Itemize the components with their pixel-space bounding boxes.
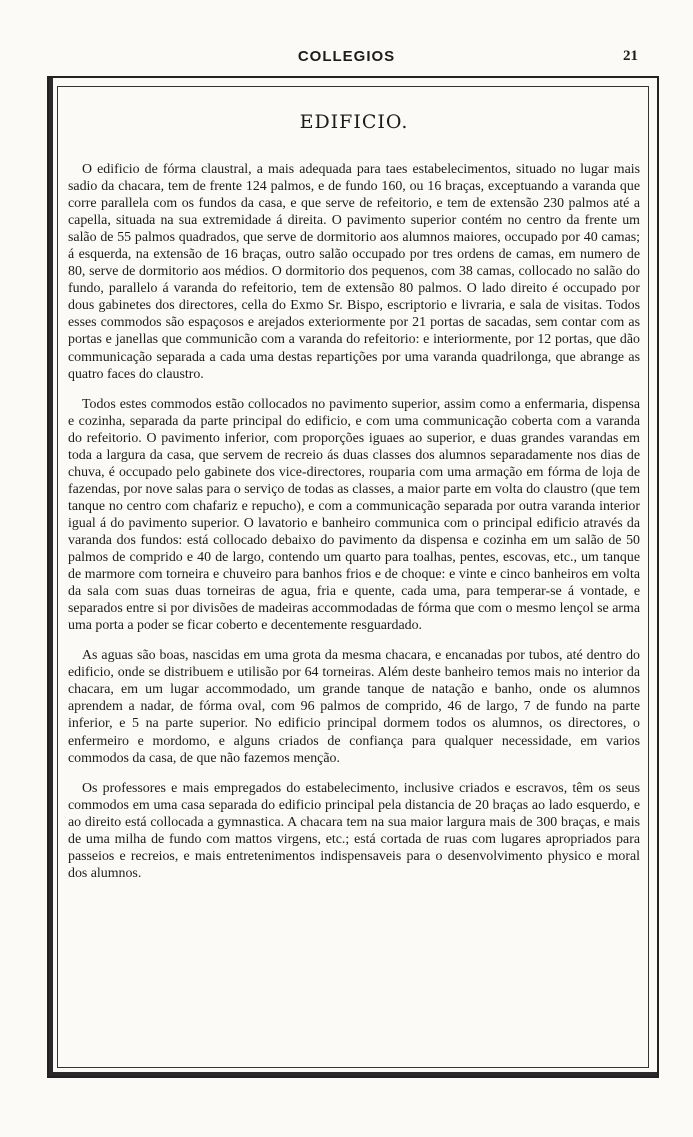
page-border-shadow-left: [49, 78, 53, 1076]
section-heading: EDIFICIO.: [299, 111, 409, 133]
page-border-shadow-bottom: [49, 1072, 657, 1076]
paragraph-staff: Os professores e mais empregados do estabelecimento, inclusive criados e escravos, têm os seus commodos em uma casa separada do edificio principal pela distancia de 20 braças ao lado esquerdo, e ao direito está collocada a gymnastica. A chacara tem na sua maior largura mais de 300 braças, e mais de uma milha de fundo com mattos virgens, etc.; está cortada de ruas com lugares apropriados para passeios e recreios, e mais entretenimentos indispensaveis para o desenvolvimento physico e moral dos alumnos.: [68, 780, 640, 881]
running-title: COLLEGIOS: [297, 48, 396, 65]
paragraph-waters: As aguas são boas, nascidas em uma grota da mesma chacara, e encanadas por tubos, até dentro do edificio, onde se distribuem e utilisão por 64 torneiras. Além deste banheiro temos mais no interior da chacara, em um lugar accommodado, um grande tanque de natação e banho, onde os alumnos aprendem a nadar, de fórma oval, com 96 palmos de comprido, 46 de largo, 7 de fundo na parte inferior, e 5 na parte superior. No edificio principal dormem todos os alumnos, os directores, o enfermeiro e mordomo, e alguns criados de confiança para qualquer necessidade, em varios commodos da casa, de que não fazemos menção.: [68, 648, 640, 766]
text-frame: [57, 86, 649, 1068]
page-number: 21: [623, 48, 638, 64]
paragraph-rooms: Todos estes commodos estão collocados no pavimento superior, assim como a enfermaria, dispensa e cozinha, separada da parte principal do edificio, e com uma communicação coberta com a varanda do refeitorio. O pavimento inferior, com proporções iguaes ao superior, e duas grandes varandas em toda a largura da casa, que servem de recreio ás duas classes dos alumnos separadamente nos dias de chuva, é occupado pelo gabinete dos vice-directores, rouparia com uma armação em fórma de loja de fazendas, por nove salas para o serviço de todas as classes, a maior parte em volta do claustro (que tem tanque no centro com chafariz e repucho), e com a communicação separada por outra varanda interior igual á do pavimento superior. O lavatorio e banheiro communica com o principal edificio através da varanda dos fundos: está collocado debaixo do pavimento da dispensa e cozinha em um salão de 50 palmos de comprido e 40 de largo, contendo um quarto para toalhas, pentes, escovas, etc., um tanque de marmore com torneira e chuveiro para banhos frios e de choque: e vinte e cinco banheiros em volta da sala com suas duas torneiras de agua, fria e quente, cada uma, para temperar-se á vontade, e separados entre si por divisões de madeiras accommodadas de fórma que com o mesmo lençol se arma uma porta a poder se ficar coberto e decentemente resguardado.: [68, 396, 641, 634]
paragraph-building: O edificio de fórma claustral, a mais adequada para taes estabelecimentos, situado no lugar mais sadio da chacara, tem de frente 124 palmos, e de fundo 160, ou 16 braças, exceptuando a varanda que corre parallela com os fundos da casa, e que serve de refeitorio, e tem de extensão 230 palmos até a capella, situada na sua extremidade á direita. O pavimento superior contém no centro da frente um salão de 55 palmos quadrados, que serve de dormitorio aos alumnos maiores, occupado por 40 camas; á esquerda, na extensão de 16 braças, outro salão occupado por tres ordens de camas, em numero de 80, serve de dormitorio aos médios. O dormitorio dos pequenos, com 38 camas, collocado no salão do fundo, parallelo á varanda do refeitorio, tem de extensão 80 palmos. O lado direito é occupado por dous gabinetes dos directores, cella do Exmo Sr. Bispo, escriptorio e livraria, e sala de visitas. Todos esses commodos são espaçosos e arejados exteriormente por 21 portas de sacadas, sem contar com as portas e janellas que communicão com a varanda do refeitorio: e interiormente, por 12 portas, que dão communicação separada a cada uma destas repartições por uma varanda quadrilonga, que abrange as quatro faces do claustro.: [68, 162, 640, 382]
running-head: [0, 48, 693, 68]
